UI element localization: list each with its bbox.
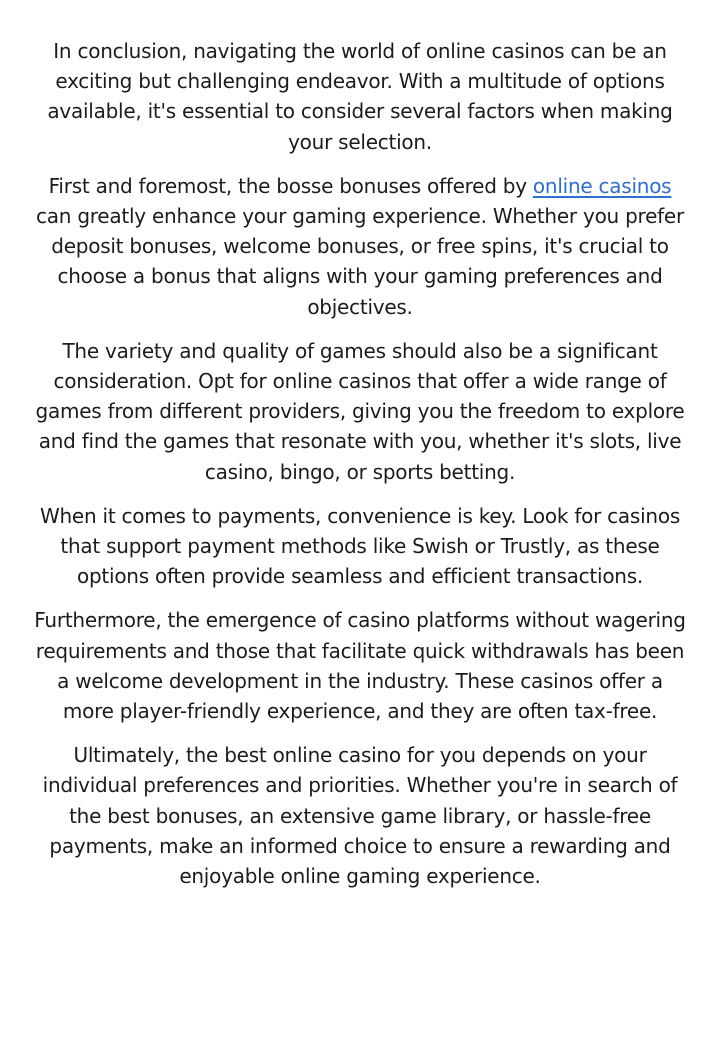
paragraph-games: The variety and quality of games should also be a significant consideration. Opt for online casinos that offer a wide range of games from different providers, giving you the freedom to explore and find the games that resonate with you, whether it's slots, live casino, bingo, or sports betting. [35,338,685,484]
paragraph-bonuses-text-after: can greatly enhance your gaming experience. Whether you prefer deposit bonuses, welcome bonuses, or free spins, it's crucial to choose a bonus that aligns with your gaming preferences and objectives. [36,204,684,319]
paragraph-intro: In conclusion, navigating the world of online casinos can be an exciting but challenging endeavor. With a multitude of options available, it's essential to consider several factors when making your selection. [47,39,673,154]
paragraph-ultimately: Ultimately, the best online casino for you depends on your individual preferences and priorities. Whether you're in search of the best bonuses, an extensive game library, or hassle-free payments, make an informed choice to ensure a rewarding and enjoyable online gaming experience. [42,743,678,889]
online-casinos-link[interactable]: online casinos [532,173,672,198]
paragraph-payments: When it comes to payments, convenience is key. Look for casinos that support payment methods like Swish or Trustly, as these options often provide seamless and efficient transactions. [39,503,680,589]
article-body [0,36,720,905]
paragraph-bonuses [30,171,690,322]
paragraph-wagering: Furthermore, the emergence of casino platforms without wagering requirements and those that facilitate quick withdrawals has been a welcome development in the industry. These casinos offer a more player-friendly experience, and they are often tax-free. [34,608,686,724]
paragraph-bonuses-text-before: First and foremost, the bosse bonuses offered by [48,173,533,198]
